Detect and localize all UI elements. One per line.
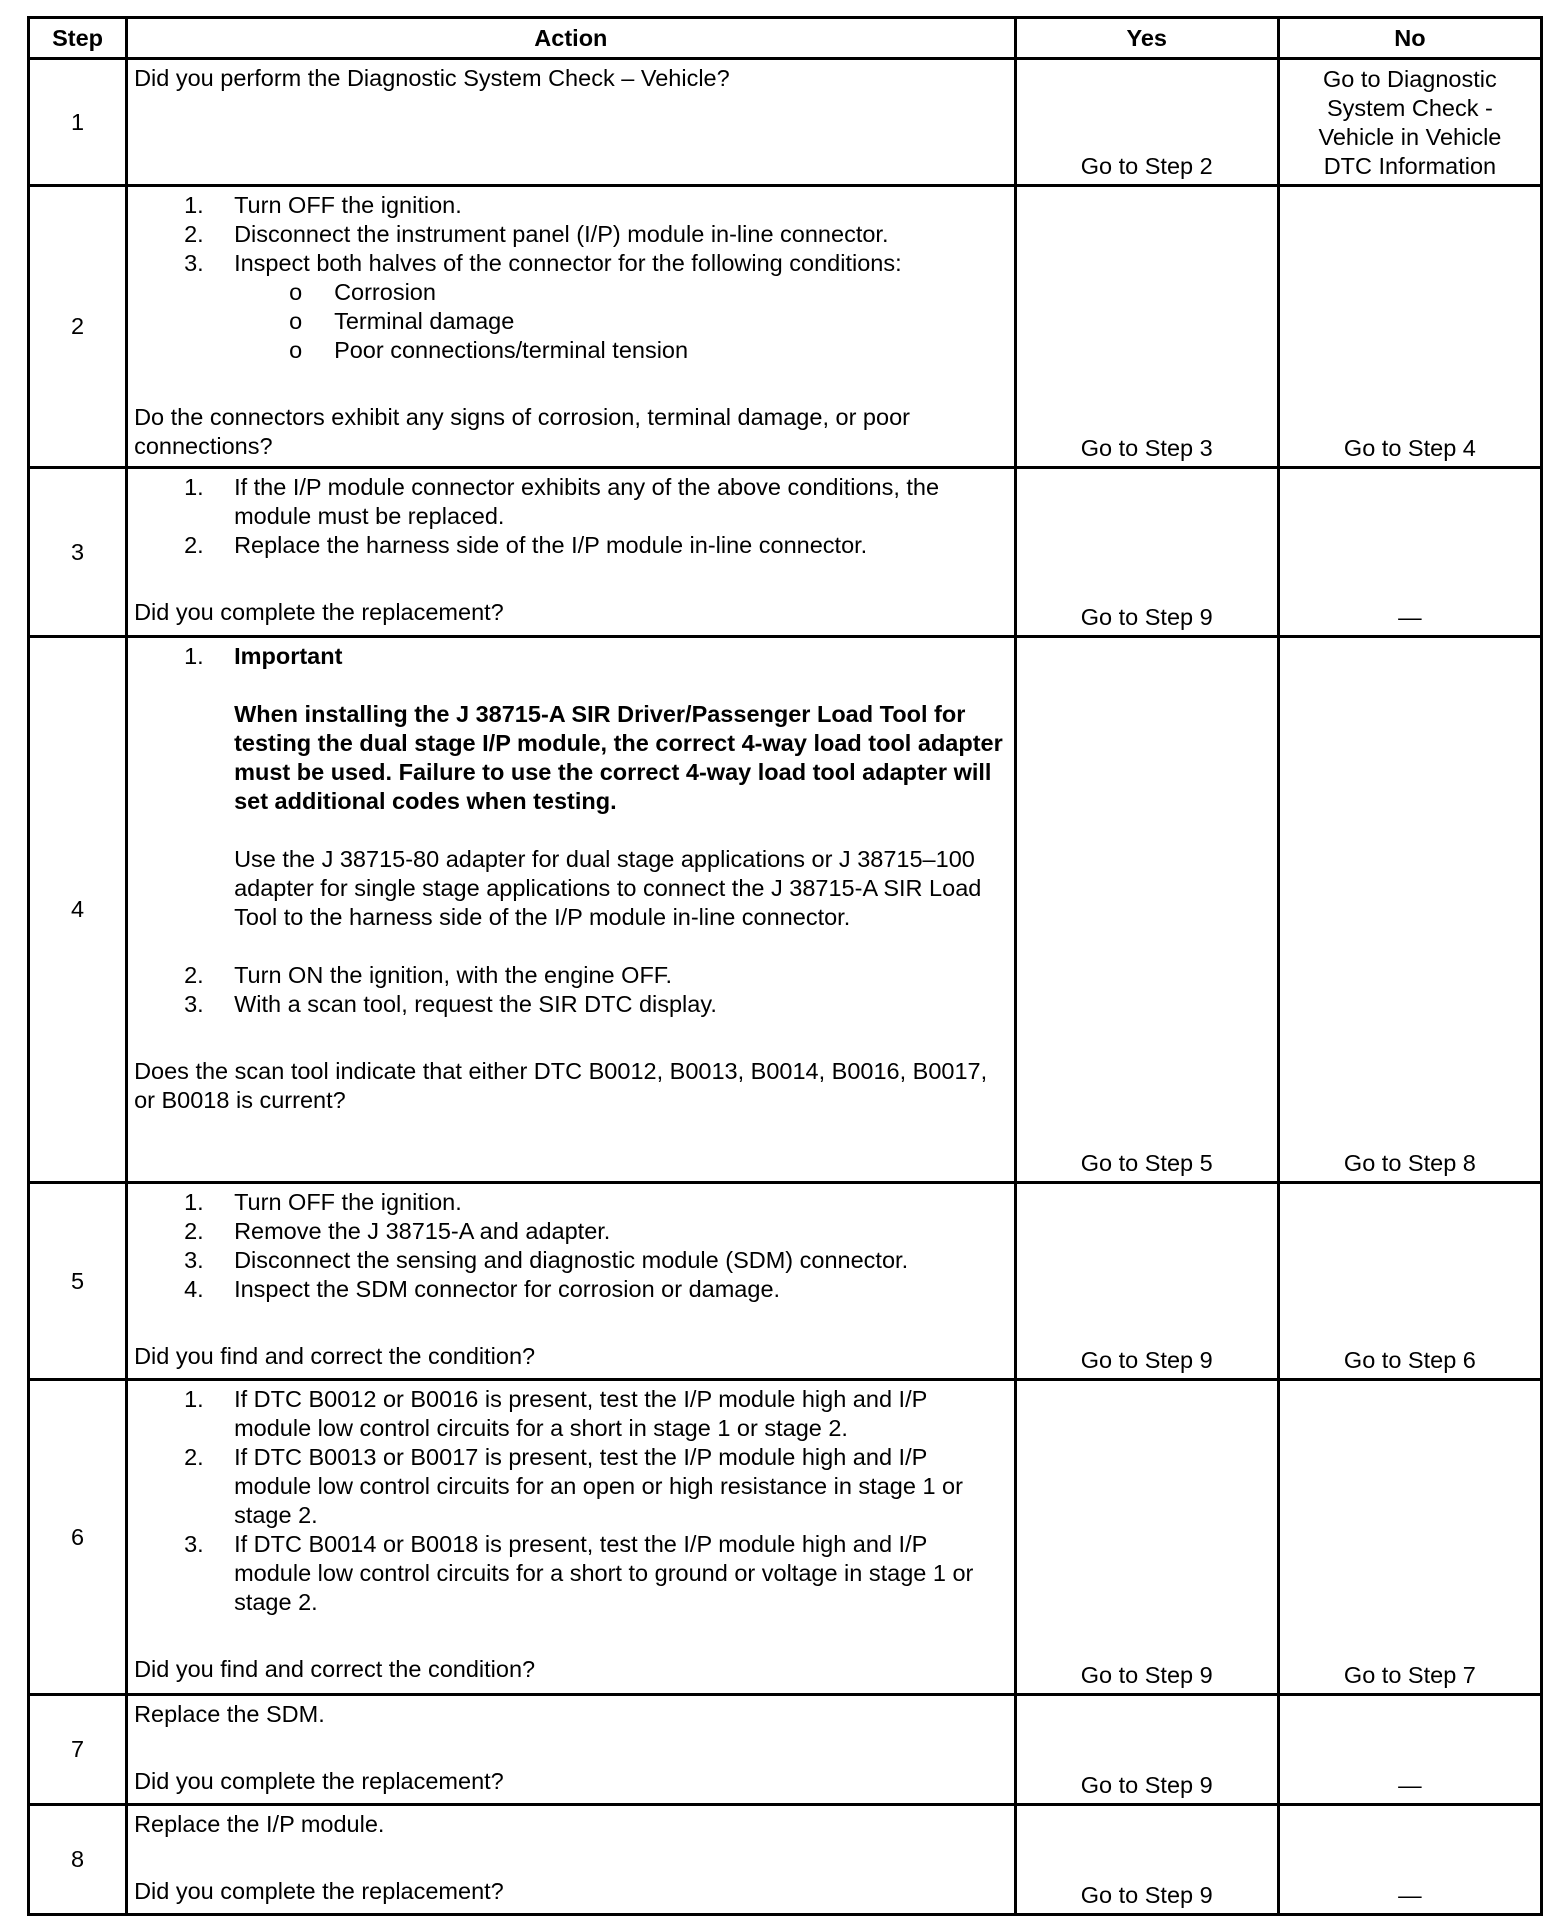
list-item xyxy=(134,1275,1006,1304)
no-cell: Go to Step 7 xyxy=(1278,1380,1541,1695)
instruction-list xyxy=(134,642,1006,1019)
adapter-text: Use the J 38715-80 adapter for dual stage applications or J 38715–100 adapter for single stage applications to connect the J 38715-A SIR Load Tool to the harness side of the I/P module in-line connector. xyxy=(234,846,982,930)
question-text: Did you complete the replacement? xyxy=(134,599,504,625)
bullet-icon: o xyxy=(289,308,303,334)
question-text: Did you find and correct the condition? xyxy=(134,1656,536,1682)
list-item-text: If the I/P module connector exhibits any of the above conditions, the module must be replaced. xyxy=(234,474,940,529)
action-cell xyxy=(127,637,1016,1183)
table-row xyxy=(29,1380,1542,1695)
condition-list xyxy=(134,278,1006,365)
question-text: Does the scan tool indicate that either DTC B0012, B0013, B0014, B0016, B0017, or B0018 is current? xyxy=(134,1058,988,1113)
yes-cell: Go to Step 9 xyxy=(1015,1183,1278,1380)
action-cell xyxy=(127,1695,1016,1805)
table-row xyxy=(29,59,1542,186)
action-cell xyxy=(127,468,1016,637)
step-number: 4 xyxy=(29,637,127,1183)
list-item xyxy=(134,531,1006,560)
list-number: 3. xyxy=(184,1247,204,1273)
list-item-text: Corrosion xyxy=(334,279,436,305)
step-number: 2 xyxy=(29,186,127,468)
question-text: Did you complete the replacement? xyxy=(134,1768,504,1794)
list-item xyxy=(134,1217,1006,1246)
instruction-list xyxy=(134,1385,1006,1617)
list-item xyxy=(134,336,1006,365)
question-text: Did you find and correct the condition? xyxy=(134,1343,536,1369)
list-number: 2. xyxy=(184,221,204,247)
list-number: 2. xyxy=(184,1444,204,1470)
list-item xyxy=(134,961,1006,990)
list-item-text: Disconnect the instrument panel (I/P) module in-line connector. xyxy=(234,221,889,247)
action-cell xyxy=(127,59,1016,186)
list-item xyxy=(134,307,1006,336)
table-row xyxy=(29,1695,1542,1805)
list-number: 1. xyxy=(184,1386,204,1412)
yes-cell: Go to Step 9 xyxy=(1015,1805,1278,1915)
list-item xyxy=(134,1246,1006,1275)
action-cell xyxy=(127,1183,1016,1380)
step-number: 8 xyxy=(29,1805,127,1915)
list-item-text: If DTC B0013 or B0017 is present, test the I/P module high and I/P module low control circuits for an open or high resistance in stage 1 or stage 2. xyxy=(234,1444,963,1528)
header-row xyxy=(29,18,1542,59)
list-item xyxy=(134,278,1006,307)
header-yes: Yes xyxy=(1015,18,1278,59)
list-item-text: Disconnect the sensing and diagnostic module (SDM) connector. xyxy=(234,1247,909,1273)
action-cell xyxy=(127,186,1016,468)
list-number: 3. xyxy=(184,991,204,1017)
list-number: 1. xyxy=(184,192,204,218)
list-item-text: If DTC B0012 or B0016 is present, test the I/P module high and I/P module low control circuits for a short in stage 1 or stage 2. xyxy=(234,1386,927,1441)
table-row xyxy=(29,637,1542,1183)
header-step: Step xyxy=(29,18,127,59)
list-number: 2. xyxy=(184,1218,204,1244)
step-number: 6 xyxy=(29,1380,127,1695)
question-text: Did you perform the Diagnostic System Check – Vehicle? xyxy=(134,65,730,91)
instruction-list xyxy=(134,473,1006,560)
list-item xyxy=(134,642,1006,961)
list-item xyxy=(134,191,1006,220)
list-item-text: Turn OFF the ignition. xyxy=(234,1189,462,1215)
instruction-list xyxy=(134,191,1006,365)
list-number: 2. xyxy=(184,962,204,988)
no-cell: Go to Step 4 xyxy=(1278,186,1541,468)
no-cell: Go to Diagnostic System Check - Vehicle in Vehicle DTC Information xyxy=(1278,59,1541,186)
question-text: Did you complete the replacement? xyxy=(134,1878,504,1904)
no-cell: Go to Step 8 xyxy=(1278,637,1541,1183)
bullet-icon: o xyxy=(289,337,303,363)
list-number: 4. xyxy=(184,1276,204,1302)
list-item xyxy=(134,1385,1006,1443)
no-cell: — xyxy=(1278,1805,1541,1915)
table-row xyxy=(29,1183,1542,1380)
instruction-list xyxy=(134,1188,1006,1304)
yes-cell: Go to Step 9 xyxy=(1015,1380,1278,1695)
list-item-text: If DTC B0014 or B0018 is present, test the I/P module high and I/P module low control circuits for a short to ground or voltage in stage 1 or stage 2. xyxy=(234,1531,974,1615)
bullet-icon: o xyxy=(289,279,303,305)
header-action: Action xyxy=(127,18,1016,59)
question-text: Do the connectors exhibit any signs of corrosion, terminal damage, or poor connections? xyxy=(134,404,910,459)
list-item xyxy=(134,1530,1006,1617)
list-item xyxy=(134,249,1006,365)
header-no: No xyxy=(1278,18,1541,59)
action-cell xyxy=(127,1380,1016,1695)
no-cell: Go to Step 6 xyxy=(1278,1183,1541,1380)
important-text: When installing the J 38715-A SIR Driver/Passenger Load Tool for testing the dual stage I/P module, the correct 4-way load tool adapter must be used. Failure to use the correct 4-way load tool adapter will set additional codes when testing. xyxy=(234,701,1003,814)
list-number: 1. xyxy=(184,474,204,500)
table-row xyxy=(29,186,1542,468)
list-number: 1. xyxy=(184,1189,204,1215)
list-item-text: Turn OFF the ignition. xyxy=(234,192,462,218)
yes-cell: Go to Step 9 xyxy=(1015,1695,1278,1805)
step-number: 1 xyxy=(29,59,127,186)
list-item-text: Inspect the SDM connector for corrosion or damage. xyxy=(234,1276,781,1302)
list-item xyxy=(134,990,1006,1019)
table-row xyxy=(29,1805,1542,1915)
step-number: 7 xyxy=(29,1695,127,1805)
yes-cell: Go to Step 3 xyxy=(1015,186,1278,468)
diagnostic-table xyxy=(27,16,1543,1916)
table-row xyxy=(29,468,1542,637)
important-label: Important xyxy=(234,643,343,669)
action-cell xyxy=(127,1805,1016,1915)
list-item xyxy=(134,220,1006,249)
instruction-text: Replace the I/P module. xyxy=(134,1811,385,1837)
no-cell: — xyxy=(1278,468,1541,637)
list-item-text: Terminal damage xyxy=(334,308,515,334)
list-item-text: Remove the J 38715-A and adapter. xyxy=(234,1218,611,1244)
step-number: 5 xyxy=(29,1183,127,1380)
no-cell: — xyxy=(1278,1695,1541,1805)
list-number: 2. xyxy=(184,532,204,558)
list-item-text: Turn ON the ignition, with the engine OFF. xyxy=(234,962,673,988)
list-item-text: Inspect both halves of the connector for the following conditions: xyxy=(234,250,902,276)
list-number: 1. xyxy=(184,643,204,669)
list-number: 3. xyxy=(184,1531,204,1557)
yes-cell: Go to Step 5 xyxy=(1015,637,1278,1183)
list-item xyxy=(134,1188,1006,1217)
list-number: 3. xyxy=(184,250,204,276)
list-item xyxy=(134,473,1006,531)
yes-cell: Go to Step 9 xyxy=(1015,468,1278,637)
list-item-text: Replace the harness side of the I/P module in-line connector. xyxy=(234,532,868,558)
list-item xyxy=(134,1443,1006,1530)
instruction-text: Replace the SDM. xyxy=(134,1701,325,1727)
list-item-text: With a scan tool, request the SIR DTC display. xyxy=(234,991,717,1017)
list-item-text: Poor connections/terminal tension xyxy=(334,337,689,363)
yes-cell: Go to Step 2 xyxy=(1015,59,1278,186)
step-number: 3 xyxy=(29,468,127,637)
